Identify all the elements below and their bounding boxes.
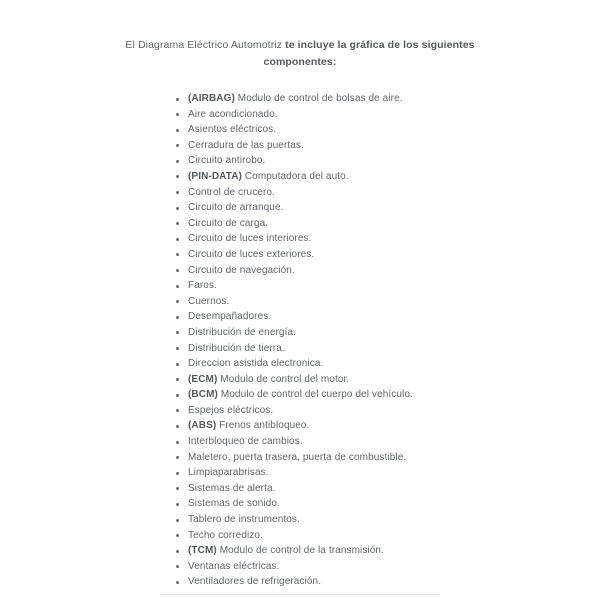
list-item <box>175 200 600 216</box>
list-item <box>175 481 600 497</box>
item-text: Sistemas de sonido. <box>188 498 280 510</box>
item-text: Maletero, puerta trasera, puerta de combustible. <box>188 451 407 463</box>
list-item <box>175 231 600 247</box>
bottom-divider <box>160 594 440 595</box>
list-item <box>175 356 600 372</box>
item-text: Desempañadores. <box>188 311 272 323</box>
item-text: Ventiladores de refrigeración. <box>188 576 322 588</box>
list-item <box>175 325 600 341</box>
list-item <box>175 450 600 466</box>
list-item <box>175 169 600 185</box>
item-bold-label: (ABS) <box>188 420 217 432</box>
page-title <box>0 0 600 71</box>
item-text: Cerradura de las puertas. <box>188 139 304 151</box>
list-item <box>175 138 600 154</box>
item-text: Ventanas eléctricas. <box>188 560 280 572</box>
list-item <box>175 512 600 528</box>
item-text: Computadora del auto. <box>244 170 349 182</box>
item-text: Circuito de luces exteriores. <box>188 248 315 260</box>
item-bold-label: (PIN-DATA) <box>188 170 242 182</box>
item-text: Faros. <box>188 280 217 292</box>
list-item <box>175 528 600 544</box>
list-item <box>175 559 600 575</box>
list-item <box>175 418 600 434</box>
list-item <box>175 216 600 232</box>
list-item <box>175 263 600 279</box>
list-item <box>175 91 600 107</box>
item-text: Cuernos. <box>188 295 230 307</box>
list-item <box>175 309 600 325</box>
item-text: Espejos eléctricos. <box>188 404 274 416</box>
item-text: Techo corredizo. <box>188 529 263 541</box>
list-item <box>175 153 600 169</box>
item-bold-label: (ECM) <box>188 373 218 385</box>
item-bold-label: (AIRBAG) <box>188 93 235 104</box>
list-item <box>175 294 600 310</box>
list-item <box>175 543 600 559</box>
item-text: Limpiaparabrisas. <box>188 467 269 479</box>
item-text: Tablero de instrumentos. <box>188 514 300 526</box>
list-item <box>175 574 600 590</box>
item-text: Circuito de arranque. <box>188 202 284 214</box>
item-text: Interbloqueo de cambios. <box>188 436 303 448</box>
item-text: Modulo de control del motor. <box>220 373 350 385</box>
list-item <box>175 278 600 294</box>
item-text: Control de crucero. <box>188 186 275 198</box>
list-item <box>175 465 600 481</box>
item-bold-label: (TCM) <box>188 545 217 557</box>
list-item <box>175 341 600 357</box>
item-text: Distribución de energía. <box>188 326 297 338</box>
item-text: Circuito de luces interiores. <box>188 233 312 245</box>
item-bold-label: (BCM) <box>188 389 218 401</box>
item-text: Modulo de control del cuerpo del vehículo. <box>220 389 413 401</box>
title-bold-part-line1: te incluye la gráfica de los siguientes <box>285 39 475 51</box>
item-text: Aire acondicionado. <box>188 108 278 120</box>
item-text: Circuito antirobo. <box>188 155 266 167</box>
components-list <box>0 91 600 590</box>
item-text: Modulo de control de la transmisión. <box>219 545 384 557</box>
list-item <box>175 434 600 450</box>
list-item <box>175 107 600 123</box>
title-bold-part-line2: componentes: <box>263 56 337 68</box>
list-item <box>175 185 600 201</box>
item-text: Circuito de navegación. <box>188 264 295 276</box>
list-item <box>175 496 600 512</box>
item-text: Frenos antibloqueo. <box>219 420 310 432</box>
item-text: Distribución de tierra. <box>188 342 285 354</box>
list-item <box>175 247 600 263</box>
list-item <box>175 403 600 419</box>
list-item <box>175 387 600 403</box>
item-text: Asientos eléctricos. <box>188 124 277 136</box>
list-item <box>175 372 600 388</box>
item-text: Circuito de carga. <box>188 217 269 229</box>
item-text: Direccion asistida electronica. <box>188 358 324 370</box>
list-item <box>175 122 600 138</box>
title-regular-part: El Diagrama Eléctrico Automotriz <box>125 39 283 51</box>
item-text: Modulo de control de bolsas de aire. <box>237 93 403 104</box>
item-text: Sistemas de alerta. <box>188 482 276 494</box>
